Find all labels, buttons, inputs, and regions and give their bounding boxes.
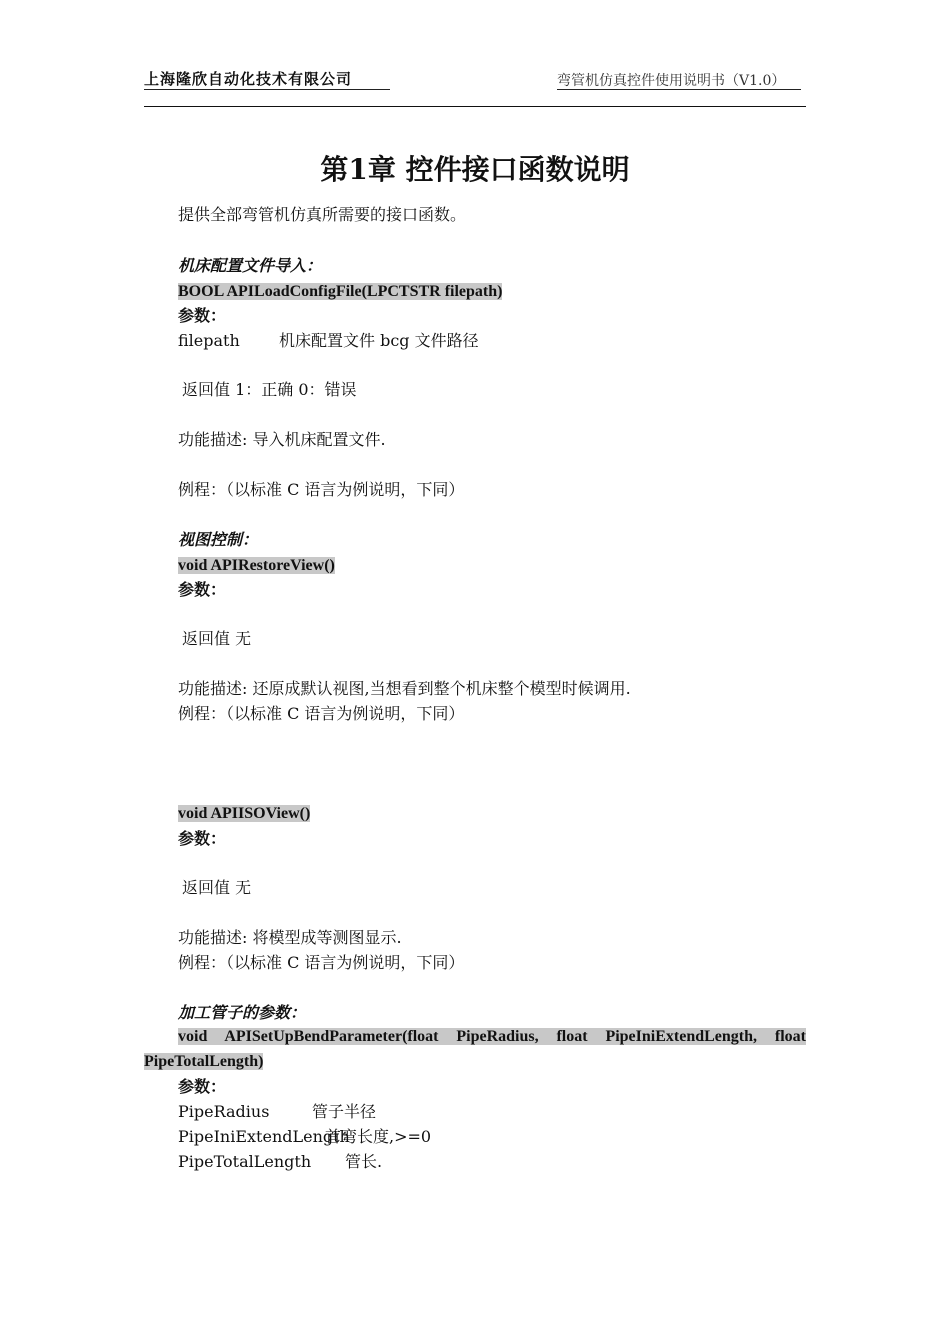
header-divider <box>144 106 806 107</box>
view-example: 例程：（以标准 C 语言为例说明，下同） <box>178 704 465 723</box>
bend-signature-line1-text: void APISetUpBendParameter(float PipeRadius, float PipeIniExtendLength, float <box>178 1028 806 1045</box>
iso-signature <box>178 803 310 824</box>
view-heading: 视图控制： <box>178 530 259 549</box>
bend-params-label: 参数： <box>178 1077 227 1096</box>
view-signature-text: void APIRestoreView() <box>178 557 335 574</box>
view-params-label: 参数： <box>178 580 227 599</box>
bend-param-name: PipeRadius <box>178 1102 270 1121</box>
bend-param-name: PipeTotalLength <box>178 1152 312 1171</box>
header-underline-right <box>557 89 801 90</box>
iso-signature-text: void APIISOView() <box>178 805 311 822</box>
bend-param-name: PipeIniExtendLength <box>178 1127 350 1146</box>
header-company: 上海隆欣自动化技术有限公司 <box>144 70 353 88</box>
bend-signature-line1 <box>178 1026 806 1047</box>
config-params-label: 参数： <box>178 306 227 325</box>
iso-params-label: 参数： <box>178 829 227 848</box>
config-example: 例程：（以标准 C 语言为例说明，下同） <box>178 480 465 499</box>
iso-example: 例程：（以标准 C 语言为例说明，下同） <box>178 953 465 972</box>
view-return: 返回值 无 <box>182 629 252 648</box>
bend-param-desc: 管长. <box>345 1152 383 1171</box>
iso-desc: 功能描述: 将模型成等测图显示. <box>178 928 402 947</box>
bend-param-desc: 管子半径 <box>312 1102 377 1121</box>
config-signature-text: BOOL APILoadConfigFile(LPCTSTR filepath) <box>178 283 503 300</box>
config-desc: 功能描述: 导入机床配置文件. <box>178 430 386 449</box>
bend-heading: 加工管子的参数： <box>178 1003 307 1022</box>
config-heading: 机床配置文件导入： <box>178 256 323 275</box>
config-param-name: filepath <box>178 331 240 350</box>
header-underline-left <box>144 89 390 90</box>
view-signature <box>178 555 335 576</box>
config-param-desc: 机床配置文件 bcg 文件路径 <box>279 331 479 350</box>
config-return: 返回值 1：正确 0：错误 <box>182 380 357 399</box>
bend-signature-line2-text: PipeTotalLength) <box>144 1053 264 1070</box>
view-desc: 功能描述: 还原成默认视图,当想看到整个机床整个模型时候调用. <box>178 679 631 698</box>
intro-text: 提供全部弯管机仿真所需要的接口函数。 <box>178 205 467 224</box>
iso-return: 返回值 无 <box>182 878 252 897</box>
bend-signature-line2 <box>144 1051 263 1072</box>
chapter-title: 第1章 控件接口函数说明 <box>320 153 630 186</box>
config-signature <box>178 281 502 302</box>
header-doc-title: 弯管机仿真控件使用说明书（V1.0） <box>557 73 786 89</box>
bend-param-desc: 首弯长度,>=0 <box>325 1127 432 1146</box>
